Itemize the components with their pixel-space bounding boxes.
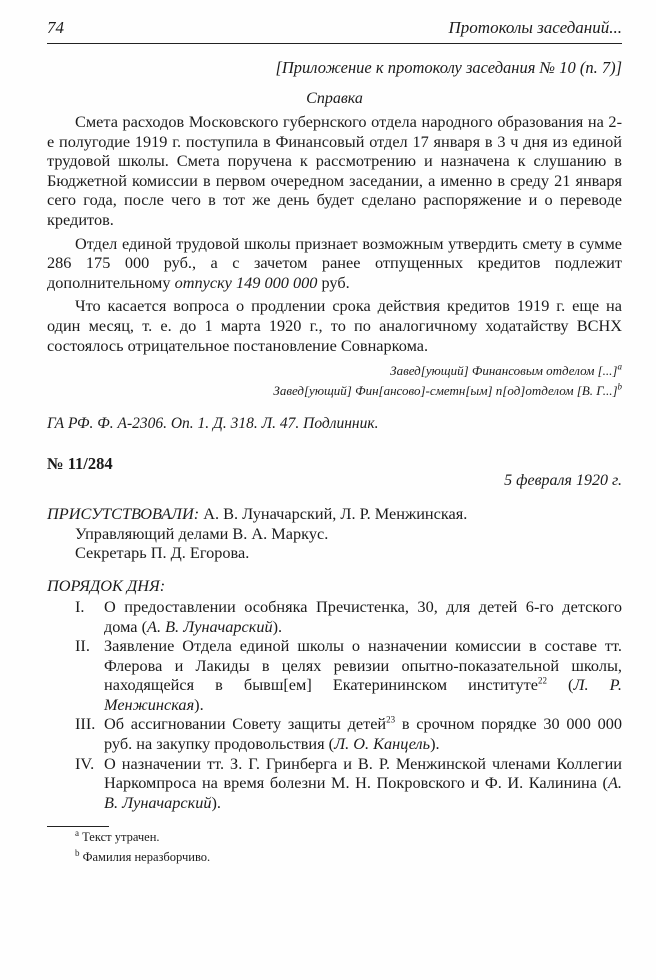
- signature-line: Завед[ующий] Фин[ансово]-сметн[ым] п[од]отделом [В. Г...]$^b$: [273, 381, 622, 399]
- paragraph-2: Отдел единой трудовой школы признает возможным утвердить смету в сумме 286 175 000 руб., а с зачетом ранее отпущенных кредитов подлежит дополнительному отпуску 149 000 000 руб.: [47, 233, 622, 292]
- footnote-mark: a: [617, 361, 622, 372]
- attendees-names: А. В. Луначарский, Л. Р. Менжинская.: [203, 504, 468, 524]
- agenda-list: [47, 597, 622, 813]
- emphasis-amount: отпуску 149 000 000: [174, 272, 318, 292]
- paragraph-3: Что касается вопроса о продлении срока действия кредитов 1919 г. еще на один месяц, т. е. до 1 марта 1920 г., то по аналогичному ходатайству ВСНХ состоялось отрицательное постановление Совнаркома.: [47, 296, 622, 355]
- footnote-mark: b: [617, 381, 622, 392]
- attendee-line: Управляющий делами В. А. Маркус.: [75, 523, 329, 543]
- footnote-ref: 23: [386, 715, 396, 726]
- page-number: 74: [47, 18, 64, 37]
- paragraph-1: Смета расходов Московского губернского отдела народного образования на 2-е полугодие 1919 г. поступила в Финансовый отдел 17 января в 3 ч дня из единой трудовой школы. Смета поручена к рассмотрению и назначена к слушанию в Бюджетной комиссии в первом очередном заседании, а именно в среду 21 января сего года, после чего в тот же день будет сделано распоряжение и о переводе кредитов.: [47, 112, 622, 229]
- footnote-ref: 22: [537, 675, 547, 686]
- attendee-line: Секретарь П. Д. Егорова.: [75, 543, 250, 563]
- signature-block: [47, 361, 622, 401]
- speaker: Л. Р. Менжинская: [104, 675, 622, 714]
- document-number: № 11/284: [47, 454, 113, 474]
- running-title: Протоколы заседаний...: [448, 18, 622, 37]
- footnote: $^a$ Текст утрачен.: [75, 828, 160, 845]
- agenda-item: IV. О назначении тт. З. Г. Гринберга и В. Р. Менжинской членами Коллегии Наркомпроса на время болезни М. Н. Покровского и Ф. И. Калинина (А. В. Луначарский).: [75, 753, 622, 812]
- footnote: $^b$ Фамилия неразборчиво.: [75, 848, 211, 865]
- appendix-note: [Приложение к протоколу заседания № 10 (п. 7)]: [275, 58, 622, 77]
- signature-line: Завед[ующий] Финансовым отделом [...]$^a$: [390, 361, 622, 379]
- agenda-item: I. О предоставлении особняка Пречистенка, 30, для детей 6-го детского дома (А. В. Луначарский).: [75, 596, 622, 636]
- document-date: 5 февраля 1920 г.: [504, 472, 622, 490]
- attendees-block: [47, 504, 622, 563]
- document-page: [47, 18, 622, 867]
- speaker: А. В. Луначарский: [147, 616, 273, 636]
- header-rule: [47, 43, 622, 44]
- speaker: Л. О. Канцель: [334, 734, 431, 754]
- agenda-item: III. Об ассигновании Совету защиты детей$^{23}$ в срочном порядке 30 000 000 руб. на закупку продовольствия (Л. О. Канцель).: [75, 714, 622, 754]
- archive-reference: ГА РФ. Ф. А-2306. Оп. 1. Д. 318. Л. 47. Подлинник.: [47, 415, 379, 433]
- agenda-title: ПОРЯДОК ДНЯ:: [47, 575, 166, 595]
- page-header: [47, 18, 622, 38]
- attendees-label: ПРИСУТСТВОВАЛИ:: [47, 504, 200, 524]
- section-title: Справка: [306, 90, 363, 107]
- speaker: А. В. Луначарский: [104, 773, 622, 812]
- agenda-item: II. Заявление Отдела единой школы о назначении комиссии в составе тт. Флерова и Лакиды в целях ревизии опытно-показательной школы, находящейся в бывш[ем] Екатерининском институте$^{22}$ (Л. Р. Менжинская).: [75, 636, 622, 714]
